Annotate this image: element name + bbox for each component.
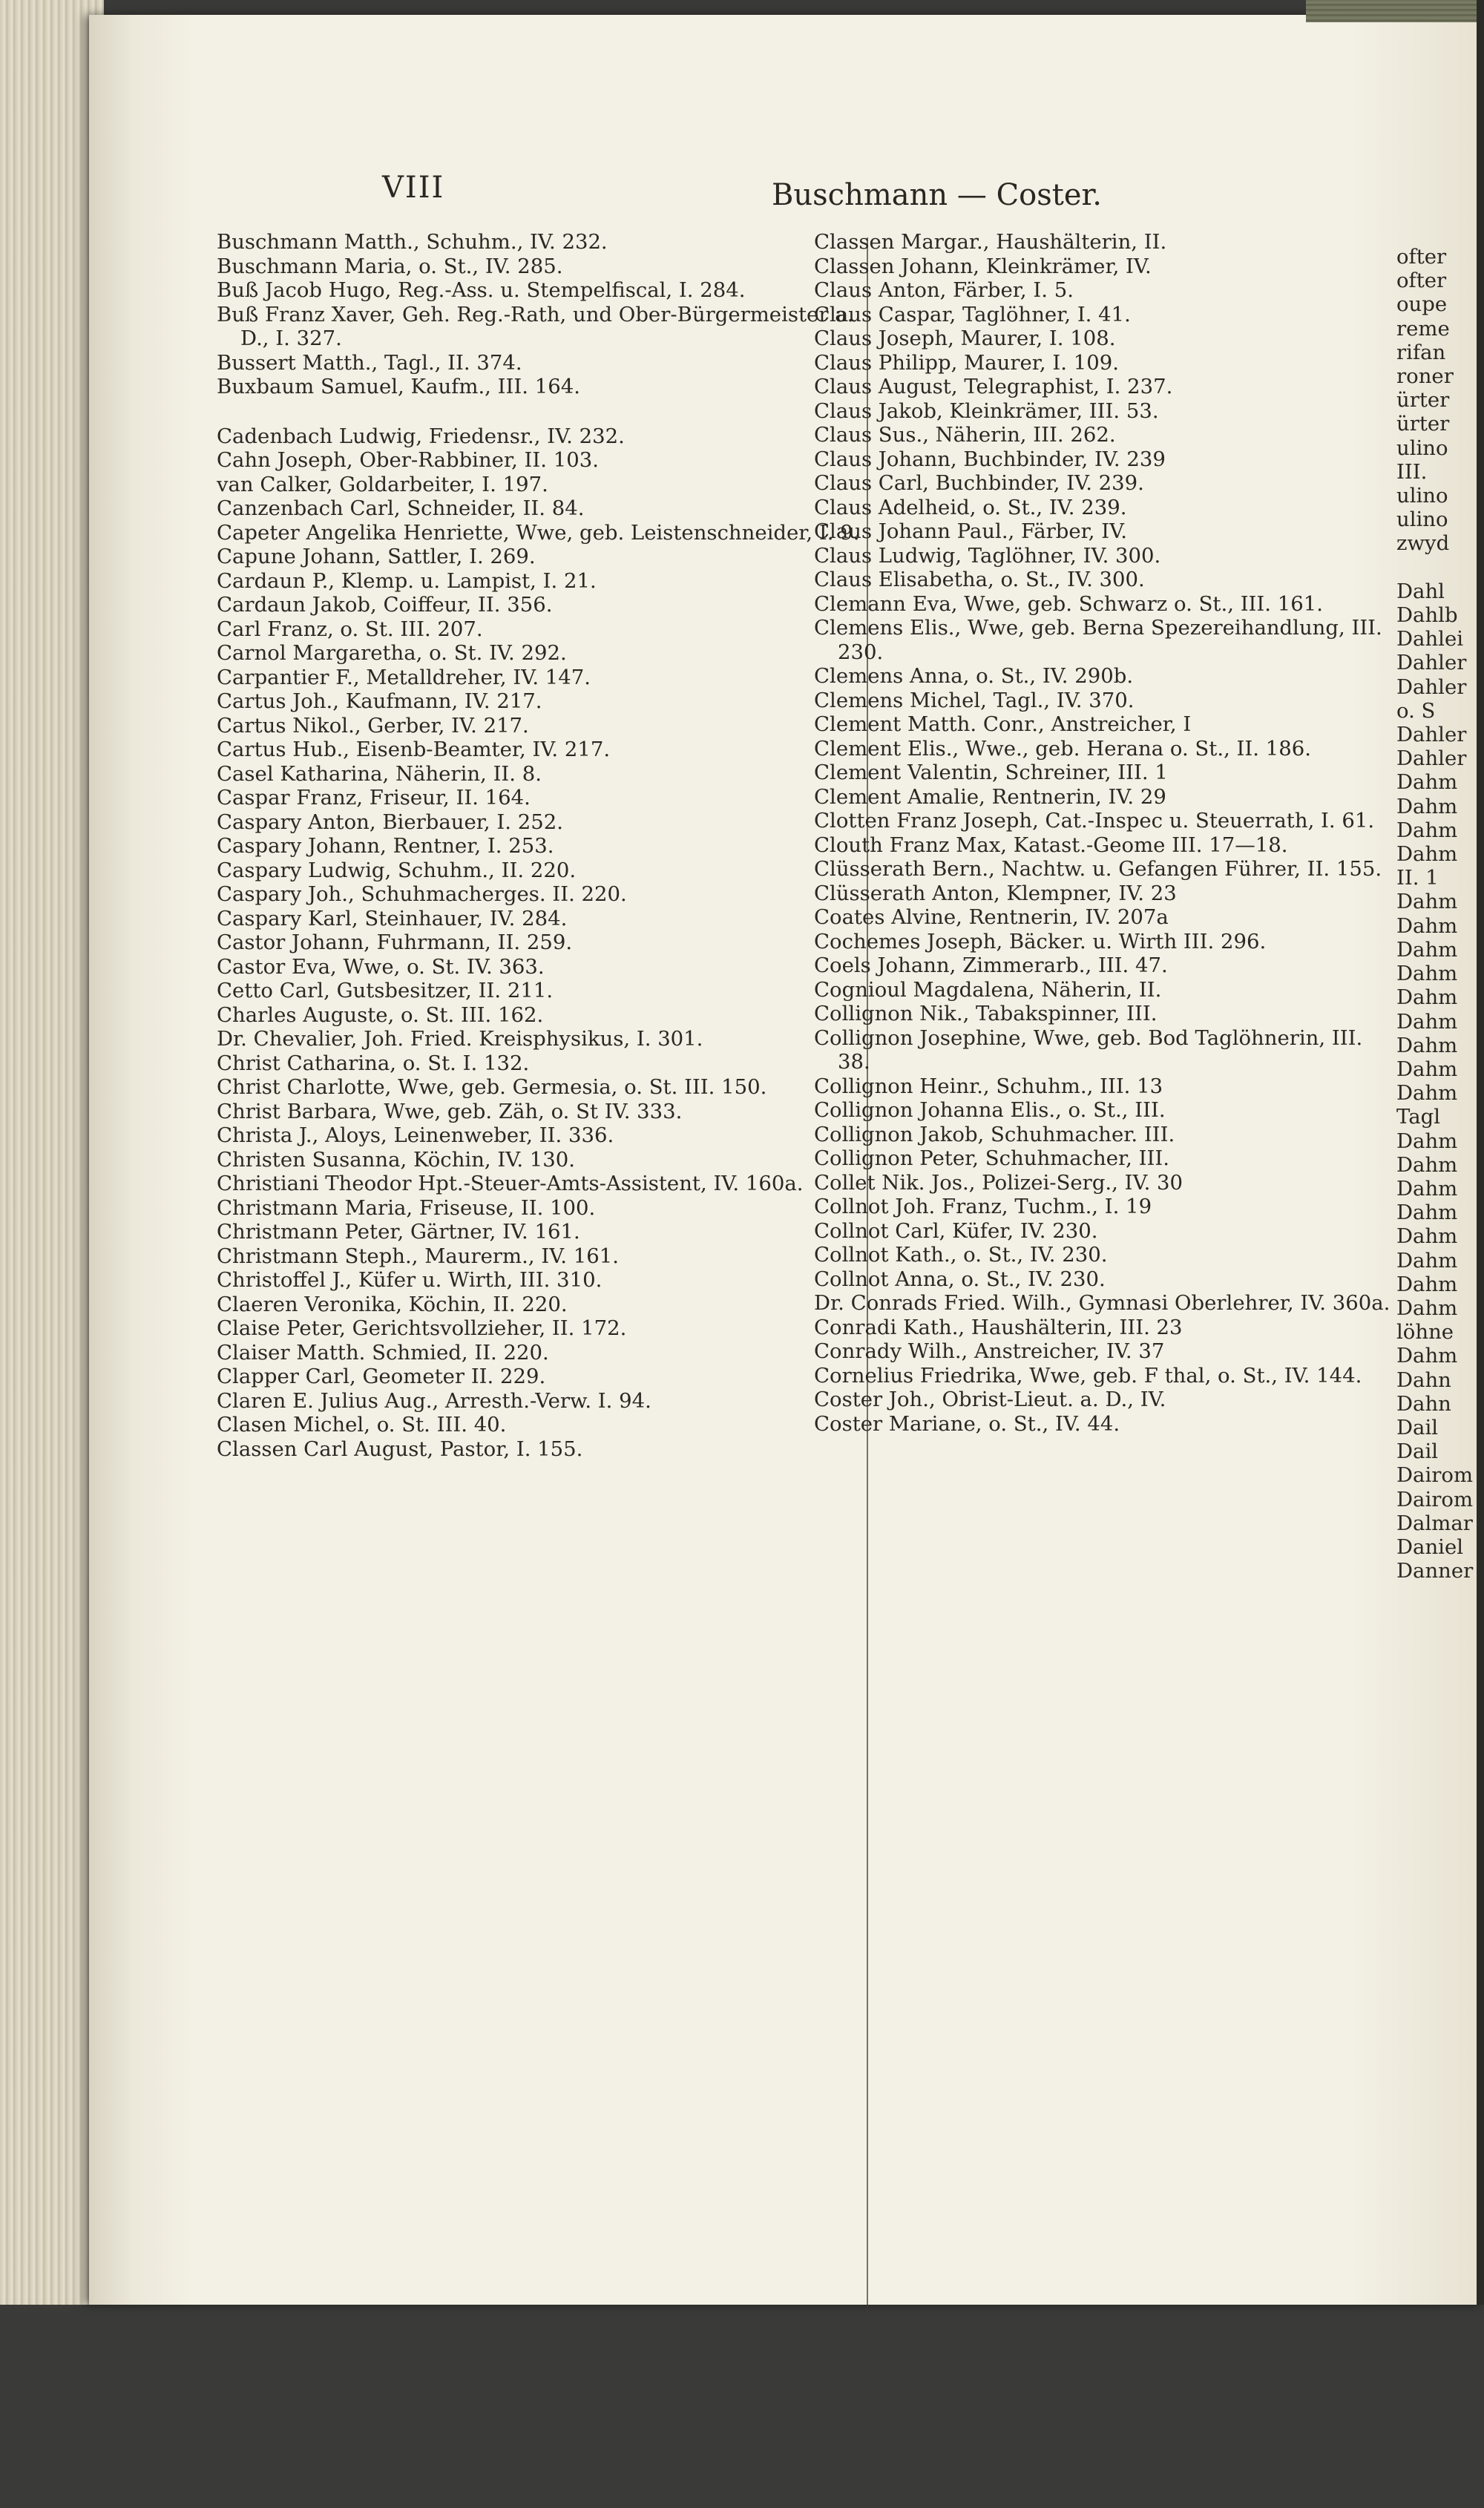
edge-fragment: Dalmar xyxy=(1396,1511,1473,1535)
edge-fragment: Dahler xyxy=(1396,723,1467,747)
edge-fragment: Dahm xyxy=(1396,1129,1458,1153)
edge-fragment: Dahm xyxy=(1396,962,1458,986)
edge-fragment: Dahm xyxy=(1396,985,1458,1010)
directory-entry: Claus August, Telegraphist, I. 237. xyxy=(814,375,1173,398)
edge-fragment: Dahlb xyxy=(1396,603,1458,628)
directory-entry: Clemens Michel, Tagl., IV. 370. xyxy=(814,688,1135,712)
directory-entry: Claus Ludwig, Taglöhner, IV. 300. xyxy=(814,543,1161,568)
edge-fragment: Dail xyxy=(1396,1415,1439,1440)
directory-entry: Collnot Anna, o. St., IV. 230. xyxy=(814,1267,1106,1291)
directory-entry: Cardaun Jakob, Coiffeur, II. 356. xyxy=(217,593,553,617)
directory-entry: Cochemes Joseph, Bäcker. u. Wirth III. 296. xyxy=(814,929,1267,953)
directory-entry: Claus Sus., Näherin, III. 262. xyxy=(814,423,1116,447)
directory-entry: Christmann Peter, Gärtner, IV. 161. xyxy=(217,1220,580,1244)
directory-entry: Cartus Joh., Kaufmann, IV. 217. xyxy=(217,689,542,713)
edge-fragment: ulino xyxy=(1396,436,1448,460)
directory-entry: Claus Adelheid, o. St., IV. 239. xyxy=(814,495,1127,519)
directory-entry: Caspary Johann, Rentner, I. 253. xyxy=(217,834,554,858)
edge-fragment: ürter xyxy=(1396,388,1450,413)
directory-entry: Claus Carl, Buchbinder, IV. 239. xyxy=(814,471,1144,495)
directory-entry: Claren E. Julius Aug., Arresth.-Verw. I. 94. xyxy=(217,1388,651,1413)
directory-entry: Claeren Veronika, Köchin, II. 220. xyxy=(217,1292,568,1316)
directory-entry: Classen Johann, Kleinkrämer, IV. xyxy=(814,254,1152,278)
page-number: VIII xyxy=(382,171,445,205)
directory-entry: Cognioul Magdalena, Näherin, II. xyxy=(814,977,1162,1002)
edge-fragment: Dahler xyxy=(1396,674,1467,699)
middle-column xyxy=(814,230,1393,1436)
directory-entry: Clapper Carl, Geometer II. 229. xyxy=(217,1365,546,1388)
directory-entry: Cadenbach Ludwig, Friedensr., IV. 232. xyxy=(217,424,625,448)
edge-fragment: II. 1 xyxy=(1396,866,1439,890)
directory-entry: Coster Joh., Obrist-Lieut. a. D., IV. xyxy=(814,1388,1166,1411)
edge-fragment: Dahl xyxy=(1396,579,1445,603)
page-header xyxy=(89,171,1484,223)
edge-fragment: Dairom xyxy=(1396,1487,1474,1511)
directory-entry: Cartus Hub., Eisenb-Beamter, IV. 217. xyxy=(217,738,611,761)
edge-fragment: Dahm xyxy=(1396,1081,1458,1106)
edge-fragment: Dahm xyxy=(1396,913,1458,938)
directory-entry: Casel Katharina, Näherin, II. 8. xyxy=(217,761,542,786)
directory-entry: Collnot Joh. Franz, Tuchm., I. 19 xyxy=(814,1195,1152,1218)
directory-entry: Coels Johann, Zimmerarb., III. 47. xyxy=(814,953,1168,977)
directory-entry: Charles Auguste, o. St. III. 162. xyxy=(217,1002,544,1027)
edge-fragment: ulino xyxy=(1396,508,1448,532)
directory-entry: Bussert Matth., Tagl., II. 374. xyxy=(217,350,522,375)
directory-entry: Christmann Maria, Friseuse, II. 100. xyxy=(217,1195,596,1220)
directory-entry: Claus Johann Paul., Färber, IV. xyxy=(814,519,1127,543)
directory-entry: Castor Eva, Wwe, o. St. IV. 363. xyxy=(217,954,545,979)
directory-entry: Buxbaum Samuel, Kaufm., III. 164. xyxy=(217,375,580,398)
edge-fragment: rifan xyxy=(1396,340,1446,364)
edge-fragment: Dahn xyxy=(1396,1391,1451,1416)
edge-fragment: Dail xyxy=(1396,1440,1439,1464)
edge-fragment: Dahm xyxy=(1396,1201,1458,1225)
directory-entry: Christ Barbara, Wwe, geb. Zäh, o. St IV. 333. xyxy=(217,1099,683,1123)
directory-entry: Claus Philipp, Maurer, I. 109. xyxy=(814,350,1119,375)
edge-fragment: Dahler xyxy=(1396,651,1467,675)
directory-entry: Clemens Elis., Wwe, geb. Berna Spezereihandlung, III. 230. xyxy=(814,616,1382,664)
directory-entry: Cardaun P., Klemp. u. Lampist, I. 21. xyxy=(217,568,597,593)
edge-fragment: Dahm xyxy=(1396,1296,1458,1320)
directory-entry: Collignon Heinr., Schuhm., III. 13 xyxy=(814,1074,1163,1098)
edge-fragment: III. xyxy=(1396,459,1428,484)
directory-entry: Buß Jacob Hugo, Reg.-Ass. u. Stempelfiscal, I. 284. xyxy=(217,278,746,302)
edge-fragment: ofter xyxy=(1396,245,1447,269)
edge-fragment: o. S xyxy=(1396,698,1436,723)
edge-fragment: löhne xyxy=(1396,1320,1454,1345)
next-page-edge xyxy=(1306,0,1484,22)
running-title: Buschmann — Coster. xyxy=(772,178,1102,212)
edge-fragment: Dahm xyxy=(1396,1224,1458,1249)
directory-entry: Buß Franz Xaver, Geh. Reg.-Rath, und Ober-Bürgermeister a. D., I. 327. xyxy=(217,302,854,350)
edge-fragment: Dahm xyxy=(1396,937,1458,962)
directory-entry: Claus Caspar, Taglöhner, I. 41. xyxy=(814,302,1131,326)
directory-entry: Clotten Franz Joseph, Cat.-Inspec u. Steuerrath, I. 61. xyxy=(814,809,1375,833)
directory-entry: van Calker, Goldarbeiter, I. 197. xyxy=(217,472,548,496)
edge-fragment: Dahm xyxy=(1396,1033,1458,1057)
directory-entry: Canzenbach Carl, Schneider, II. 84. xyxy=(217,496,585,520)
directory-entry: Conradi Kath., Haushälterin, III. 23 xyxy=(814,1315,1183,1339)
directory-entry: Capune Johann, Sattler, I. 269. xyxy=(217,545,536,568)
edge-fragment: Dahm xyxy=(1396,818,1458,842)
edge-fragment: Dahlei xyxy=(1396,627,1464,651)
edge-fragment: Dahm xyxy=(1396,1152,1458,1177)
directory-entry: Caspar Franz, Friseur, II. 164. xyxy=(217,786,531,810)
edge-fragment: Dahm xyxy=(1396,770,1458,795)
directory-entry: Clement Elis., Wwe., geb. Herana o. St., II. 186. xyxy=(814,736,1311,761)
directory-entry: Capeter Angelika Henriette, Wwe, geb. Leistenschneider, I. 9. xyxy=(217,520,860,545)
directory-entry: Caspary Anton, Bierbauer, I. 252. xyxy=(217,810,563,834)
directory-entry: Claus Elisabetha, o. St., IV. 300. xyxy=(814,568,1145,591)
edge-fragment: Daniel xyxy=(1396,1534,1464,1559)
directory-entry: Clüsserath Anton, Klempner, IV. 23 xyxy=(814,881,1177,905)
book-spine xyxy=(0,0,104,2305)
directory-entry: Buschmann Maria, o. St., IV. 285. xyxy=(217,254,563,278)
edge-fragment: Dahm xyxy=(1396,1248,1458,1273)
edge-fragment: Dahm xyxy=(1396,1009,1458,1034)
directory-entry: Caspary Joh., Schuhmacherges. II. 220. xyxy=(217,882,627,906)
edge-fragment: Dahler xyxy=(1396,746,1467,771)
directory-entry: Clemann Eva, Wwe, geb. Schwarz o. St., III. 161. xyxy=(814,591,1323,616)
directory-entry: Claus Joseph, Maurer, I. 108. xyxy=(814,326,1116,350)
edge-fragment: Dahm xyxy=(1396,1344,1458,1368)
directory-entry: Carl Franz, o. St. III. 207. xyxy=(217,617,483,641)
directory-entry: Conrady Wilh., Anstreicher, IV. 37 xyxy=(814,1339,1165,1363)
directory-entry: Dr. Chevalier, Joh. Fried. Kreisphysikus, I. 301. xyxy=(217,1027,703,1051)
edge-fragment: Tagl xyxy=(1396,1105,1441,1129)
directory-entry: Coates Alvine, Rentnerin, IV. 207a xyxy=(814,905,1169,929)
edge-fragment: ofter xyxy=(1396,269,1447,293)
edge-fragment: Dahm xyxy=(1396,842,1458,867)
directory-entry: Collignon Johanna Elis., o. St., III. xyxy=(814,1098,1166,1122)
directory-entry: Collignon Nik., Tabakspinner, III. xyxy=(814,1002,1158,1025)
directory-entry: Dr. Conrads Fried. Wilh., Gymnasi Oberlehrer, IV. 360a. xyxy=(814,1291,1391,1315)
directory-entry: Claus Johann, Buchbinder, IV. 239 xyxy=(814,447,1166,471)
gutter-shadow xyxy=(1477,0,1484,2305)
edge-fragment: oupe xyxy=(1396,292,1448,317)
edge-fragment: Dahm xyxy=(1396,1176,1458,1201)
edge-fragment: reme xyxy=(1396,316,1450,341)
directory-entry: Cetto Carl, Gutsbesitzer, II. 211. xyxy=(217,979,554,1002)
directory-entry: Collnot Carl, Küfer, IV. 230. xyxy=(814,1218,1098,1243)
edge-fragment: Dahn xyxy=(1396,1368,1451,1392)
directory-entry: Clemens Anna, o. St., IV. 290b. xyxy=(814,664,1134,688)
directory-entry: Coster Mariane, o. St., IV. 44. xyxy=(814,1411,1120,1436)
edge-fragment: zwyd xyxy=(1396,531,1450,556)
directory-entry: Collignon Jakob, Schuhmacher. III. xyxy=(814,1122,1175,1146)
directory-entry: Christ Charlotte, Wwe, geb. Germesia, o. St. III. 150. xyxy=(217,1075,767,1099)
directory-entry: Carpantier F., Metalldreher, IV. 147. xyxy=(217,665,591,689)
directory-entry: Classen Margar., Haushälterin, II. xyxy=(814,230,1167,254)
directory-entry: Clouth Franz Max, Katast.-Geome III. 17—18. xyxy=(814,833,1288,857)
directory-entry: Collignon Peter, Schuhmacher, III. xyxy=(814,1146,1169,1170)
directory-entry: Caspary Ludwig, Schuhm., II. 220. xyxy=(217,858,577,882)
directory-entry: Cahn Joseph, Ober-Rabbiner, II. 103. xyxy=(217,448,599,472)
directory-entry: Carnol Margaretha, o. St. IV. 292. xyxy=(217,641,567,665)
edge-fragment: Dahm xyxy=(1396,794,1458,818)
directory-entry: Clasen Michel, o. St. III. 40. xyxy=(217,1413,507,1437)
directory-entry: Clement Valentin, Schreiner, III. 1 xyxy=(814,761,1168,784)
edge-fragment: Dairom xyxy=(1396,1463,1474,1488)
directory-entry: Clüsserath Bern., Nachtw. u. Gefangen Führer, II. 155. xyxy=(814,857,1382,881)
directory-entry: Collnot Kath., o. St., IV. 230. xyxy=(814,1243,1108,1267)
edge-fragment: ulino xyxy=(1396,484,1448,508)
directory-entry: Claus Jakob, Kleinkrämer, III. 53. xyxy=(814,398,1159,423)
edge-fragment xyxy=(1396,556,1484,580)
edge-fragment: ürter xyxy=(1396,412,1450,436)
edge-fragment: Dahm xyxy=(1396,890,1458,914)
directory-entry: Claiser Matth. Schmied, II. 220. xyxy=(217,1340,549,1365)
directory-entry: Christmann Steph., Maurerm., IV. 161. xyxy=(217,1244,619,1268)
directory-entry: Christen Susanna, Köchin, IV. 130. xyxy=(217,1147,576,1172)
directory-entry: Castor Johann, Fuhrmann, II. 259. xyxy=(217,930,573,954)
edge-fragment: roner xyxy=(1396,364,1454,389)
directory-entry: Clement Matth. Conr., Anstreicher, I xyxy=(814,712,1192,736)
directory-entry: Cartus Nikol., Gerber, IV. 217. xyxy=(217,713,529,738)
edge-fragment: Danner xyxy=(1396,1559,1474,1583)
directory-entry: Christoffel J., Küfer u. Wirth, III. 310. xyxy=(217,1268,603,1292)
directory-entry: Collignon Josephine, Wwe, geb. Bod Taglöhnerin, III. 38. xyxy=(814,1025,1363,1074)
directory-entry: Christiani Theodor Hpt.-Steuer-Amts-Assistent, IV. 160a. xyxy=(217,1172,804,1195)
directory-entry: Claise Peter, Gerichtsvollzieher, II. 172. xyxy=(217,1316,627,1340)
directory-entry: Collet Nik. Jos., Polizei-Serg., IV. 30 xyxy=(814,1170,1183,1195)
edge-fragment: Dahm xyxy=(1396,1272,1458,1296)
directory-entry: Claus Anton, Färber, I. 5. xyxy=(814,278,1074,302)
directory-entry: Christ Catharina, o. St. I. 132. xyxy=(217,1051,530,1075)
right-column-fragments xyxy=(1396,245,1484,1583)
directory-entry: Caspary Karl, Steinhauer, IV. 284. xyxy=(217,906,568,930)
left-column xyxy=(217,230,870,1461)
directory-entry: Buschmann Matth., Schuhm., IV. 232. xyxy=(217,230,608,254)
directory-entry: Cornelius Friedrika, Wwe, geb. F thal, o. St., IV. 144. xyxy=(814,1363,1362,1388)
directory-entry: Classen Carl August, Pastor, I. 155. xyxy=(217,1437,583,1461)
edge-fragment: Dahm xyxy=(1396,1057,1458,1081)
directory-entry: Clement Amalie, Rentnerin, IV. 29 xyxy=(814,784,1166,809)
directory-entry: Christa J., Aloys, Leinenweber, II. 336. xyxy=(217,1123,614,1147)
